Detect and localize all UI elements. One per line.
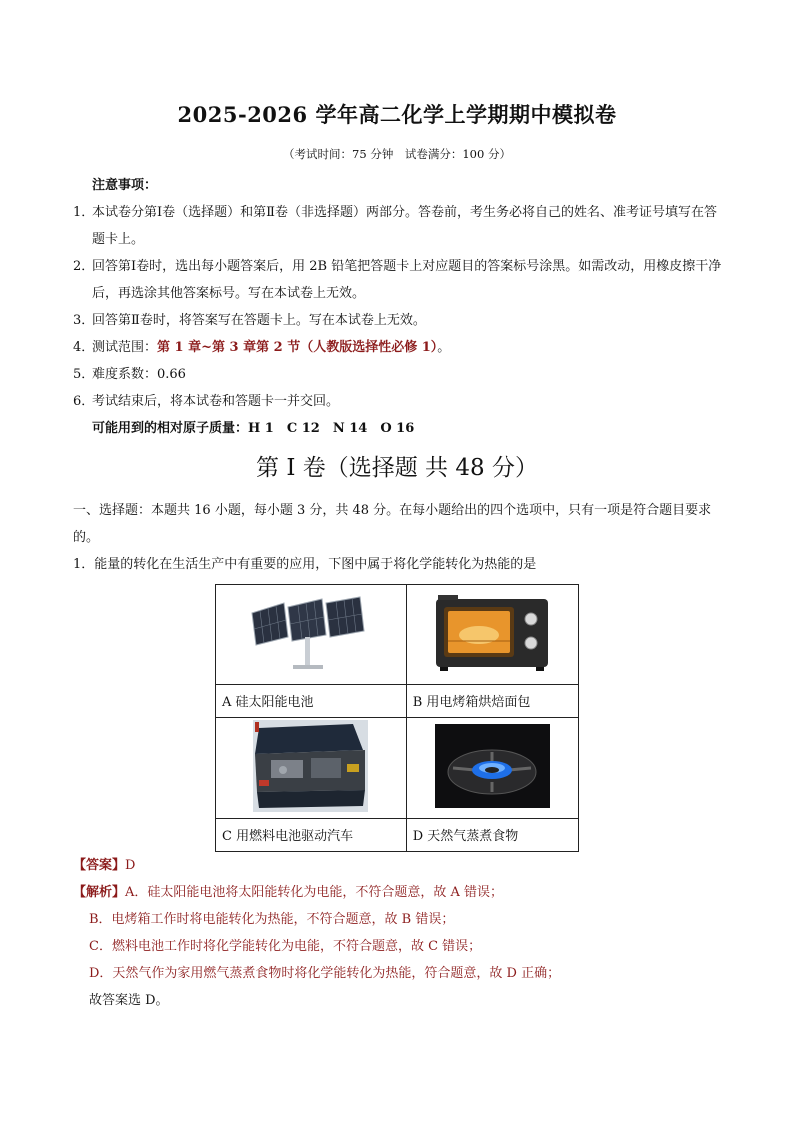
- answer-value: D: [125, 858, 136, 873]
- note-text: 考试结束后，将本试卷和答题卡一并交回。: [92, 394, 340, 409]
- note-item: [73, 199, 723, 253]
- test-scope-label: 测试范围：: [92, 340, 158, 355]
- electric-oven-image: [432, 591, 552, 673]
- option-a-label: A 硅太阳能电池: [216, 684, 407, 717]
- option-c-image-cell: [216, 717, 407, 818]
- note-item: [73, 361, 723, 388]
- question-1-stem: 1．能量的转化在生活生产中有重要的应用，下图中属于将化学能转化为热能的是: [73, 557, 537, 572]
- note-number: 4．: [73, 340, 95, 355]
- page-title: 2025-2026 学年高二化学上学期期中模拟卷: [177, 102, 617, 127]
- note-text: 回答第Ⅰ卷时，选出每小题答案后，用 2B 铅笔把答题卡上对应题目的答案标号涂黑。如需改动，用橡皮擦干净后，再选涂其他答案标号。写在本试卷上无效。: [92, 259, 722, 301]
- note-number: 1．: [73, 205, 95, 220]
- solar-panel-image: [248, 591, 373, 673]
- analysis-text: A．硅太阳能电池将太阳能转化为电能，不符合题意，故 A 错误；: [125, 885, 504, 900]
- question-1-options-table: [215, 584, 579, 852]
- option-b-image-cell: [406, 585, 578, 685]
- note-number: 3．: [73, 313, 95, 328]
- note-text: 回答第Ⅱ卷时，将答案写在答题卡上。写在本试卷上无效。: [92, 313, 426, 328]
- exam-info: （考试时间：75 分钟 试卷满分：100 分）: [283, 147, 511, 161]
- notes-section: [73, 172, 723, 442]
- answer-conclusion: 故答案选 D。: [89, 993, 169, 1008]
- note-item: [73, 253, 723, 307]
- section-intro: [73, 497, 723, 551]
- test-scope-value: 第 1 章~第 3 章第 2 节（人教版选择性必修 1）: [157, 340, 438, 355]
- answer-section: [73, 852, 723, 1014]
- answer-line: [73, 852, 723, 879]
- note-item-test-scope: [73, 334, 723, 361]
- option-a-image-cell: [216, 585, 407, 685]
- analysis-line: C．燃料电池工作时将化学能转化为电能，不符合题意，故 C 错误；: [89, 939, 482, 954]
- section-title: 第 I 卷（选择题 共 48 分）: [256, 455, 538, 481]
- section-intro-text: 本题共 16 小题，每小题 3 分，共 48 分。在每小题给出的四个选项中，只有一项是符合题目要求的。: [73, 503, 712, 545]
- note-number: 5．: [73, 367, 95, 382]
- answer-tag: 【答案】: [73, 858, 126, 873]
- note-text: 本试卷分第Ⅰ卷（选择题）和第Ⅱ卷（非选择题）两部分。答卷前，考生务必将自己的姓名、准考证号填写在答题卡上。: [92, 205, 717, 247]
- note-number: 6．: [73, 394, 95, 409]
- option-b-label: B 用电烤箱烘焙面包: [406, 684, 578, 717]
- note-item: [73, 388, 723, 415]
- section-intro-label: 一、选择题：: [73, 503, 152, 518]
- gas-stove-image: [435, 724, 550, 808]
- atomic-masses: 可能用到的相对原子质量：H 1 C 12 N 14 O 16: [92, 421, 415, 436]
- option-d-label: D 天然气蒸煮食物: [406, 818, 578, 851]
- analysis-line: [73, 879, 723, 906]
- test-scope-suffix: 。: [437, 340, 451, 355]
- note-item: [73, 307, 723, 334]
- notes-heading: 注意事项：: [92, 178, 158, 193]
- option-c-label: C 用燃料电池驱动汽车: [216, 818, 407, 851]
- option-d-image-cell: [406, 717, 578, 818]
- note-number: 2．: [73, 259, 95, 274]
- analysis-tag: 【解析】: [73, 885, 126, 900]
- analysis-line: B．电烤箱工作时将电能转化为热能，不符合题意，故 B 错误；: [89, 912, 455, 927]
- note-text: 难度系数：0.66: [92, 367, 186, 382]
- analysis-line: D．天然气作为家用燃气蒸煮食物时将化学能转化为热能，符合题意，故 D 正确；: [89, 966, 561, 981]
- fuel-cell-car-image: [253, 720, 368, 812]
